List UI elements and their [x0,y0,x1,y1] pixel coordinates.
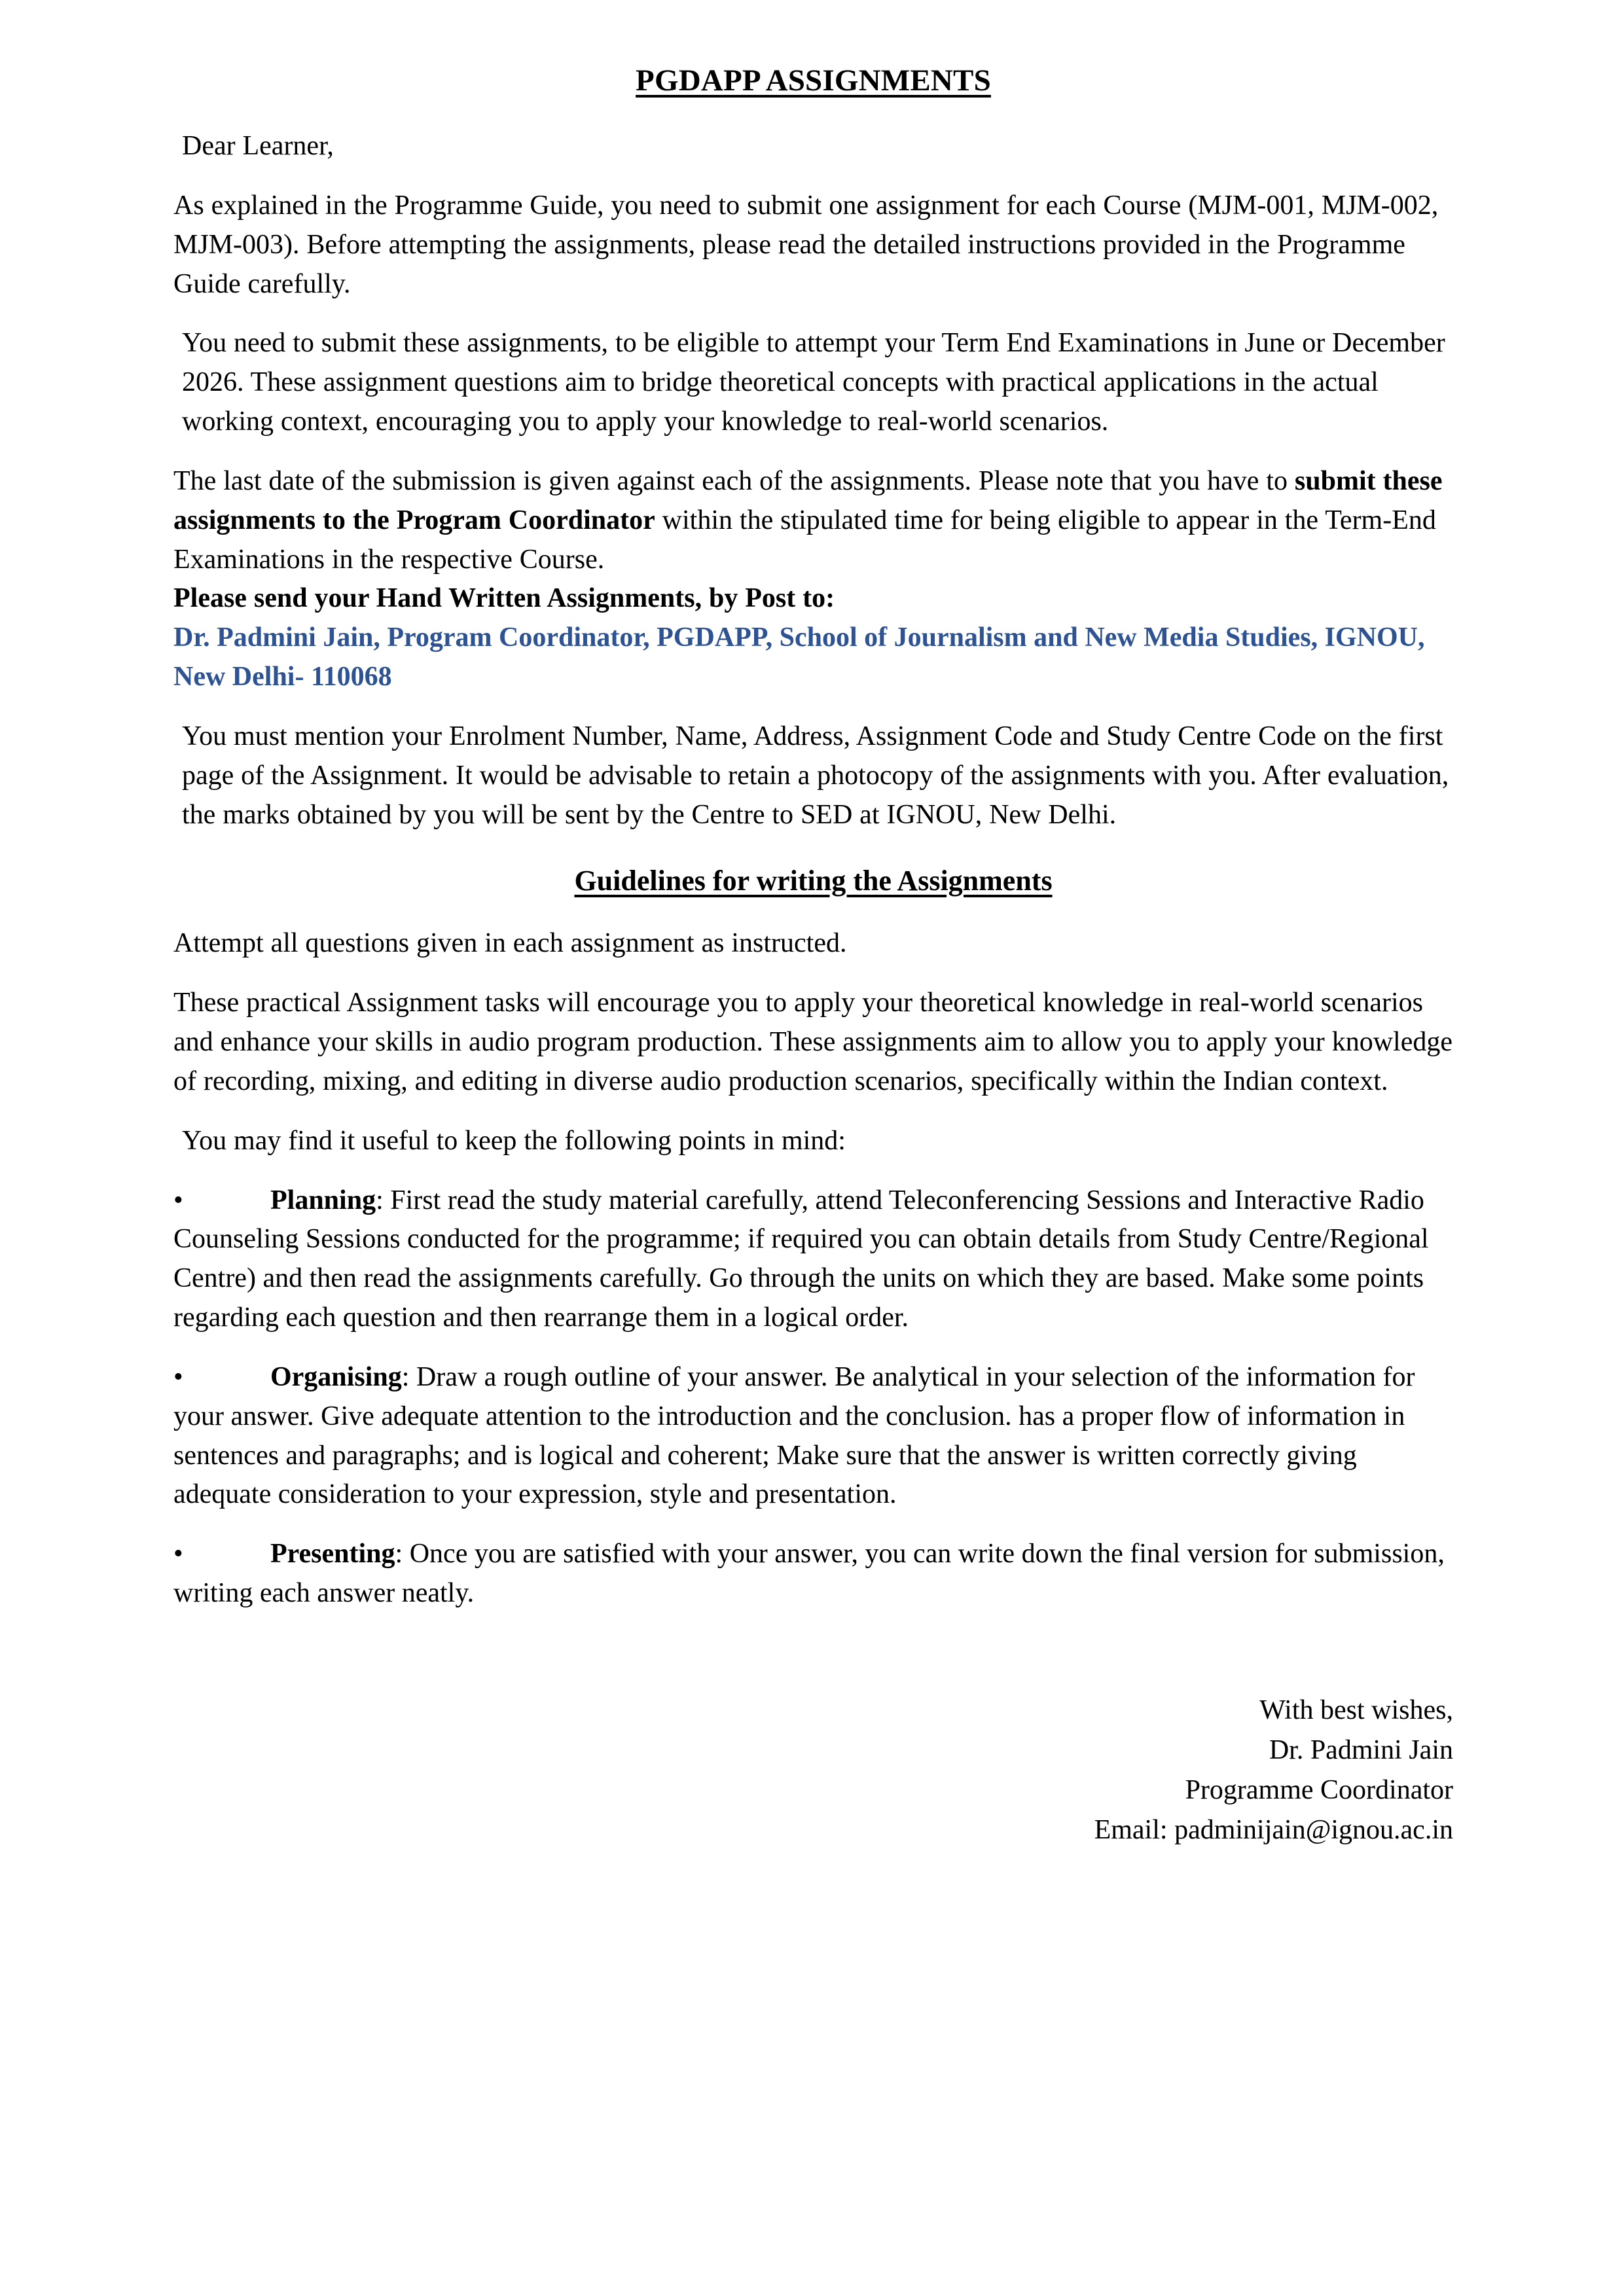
bullet-icon: • [173,1185,183,1215]
bullet-text-presenting: Once you are satisfied with your answer, you can write down the final version for submission, writing each answer neatly. [173,1539,1445,1609]
submission-text-after: within the stipulated time for being eligible to appear in the Term-End Examinations in the respective Course. [173,505,1436,575]
points-lead-in: You may find it useful to keep the following points in mind: [182,1125,846,1156]
bullet-text-organising: Draw a rough outline of your answer. Be analytical in your selection of the information for your answer. Give adequate attention to the introduction and the conclusion. has a proper flow of information in sentences and paragraphs; and is logical and coherent; Make sure that the answer is written correctly giving adequate consideration to your expression, style and presentation. [173,1361,1415,1510]
signature-email: Email: padminijain@ignou.ac.in [1094,1814,1453,1845]
guidelines-heading [173,864,1453,899]
bullet-icon: • [173,1539,183,1570]
intro-paragraph-2: You need to submit these assignments, to be eligible to attempt your Term End Examinations in June or December 2026. These assignment questions aim to bridge theoretical concepts with practical applications in the actual working context, encouraging you to apply your knowledge to real-world scenarios. [182,328,1445,437]
bullet-icon: • [173,1361,183,1392]
submission-bold-phrase: submit these assignments to the Program Coordinator [173,465,1443,535]
signature-block [173,1691,1453,1850]
signature-designation: Programme Coordinator [1185,1774,1453,1805]
signature-name: Dr. Padmini Jain [1269,1734,1453,1765]
list-item [173,1181,1453,1338]
submission-paragraph [173,462,1453,580]
bullet-label-presenting: Presenting [270,1539,395,1570]
post-instruction: Please send your Hand Written Assignments, by Post to: [173,583,835,614]
bullet-label-organising: Organising [270,1361,402,1392]
page-title [173,63,1453,98]
bullet-text-planning: First read the study material carefully, attend Teleconferencing Sessions and Interactive Radio Counseling Sessions conducted for the programme; if required you can obtain details from Study Centre/Regional Centre) and then read the assignments carefully. Go through the units on which they are based. Make some points regarding each question and then rearrange them in a logical order. [173,1185,1429,1333]
signature-closing: With best wishes, [1259,1695,1453,1725]
coordinator-address: Dr. Padmini Jain, Program Coordinator, PGDAPP, School of Journalism and New Media Studies, IGNOU, New Delhi- 110068 [173,622,1425,692]
practical-paragraph: These practical Assignment tasks will encourage you to apply your theoretical knowledge in real-world scenarios and enhance your skills in audio program production. These assignments aim to allow you to apply your knowledge of recording, mixing, and editing in diverse audio production scenarios, specifically within the Indian context. [173,988,1453,1096]
guidelines-intro: Attempt all questions given in each assignment as instructed. [173,928,847,959]
intro-paragraph-1: As explained in the Programme Guide, you need to submit one assignment for each Course (MJM-001, MJM-002, MJM-003). Before attempting the assignments, please read the detailed instructions provided in the Programme Guide carefully. [173,190,1439,299]
list-item [173,1535,1453,1613]
page-title-text: PGDAPP ASSIGNMENTS [636,63,991,98]
bullet-separator: : [401,1361,416,1392]
document-content [173,63,1453,1850]
bullet-label-planning: Planning [270,1185,376,1215]
salutation: Dear Learner, [182,131,334,162]
guidelines-heading-text: Guidelines for writing the Assignments [574,864,1053,897]
bullet-separator: : [395,1539,410,1570]
list-item [173,1358,1453,1515]
bullet-separator: : [376,1185,391,1215]
enrolment-paragraph: You must mention your Enrolment Number, Name, Address, Assignment Code and Study Centre Code on the first page of the Assignment. It would be advisable to retain a photocopy of the assignments with you. After evaluation, the marks obtained by you will be sent by the Centre to SED at IGNOU, New Delhi. [182,721,1449,830]
submission-text-before: The last date of the submission is given against each of the assignments. Please note that you have to [173,465,1295,496]
